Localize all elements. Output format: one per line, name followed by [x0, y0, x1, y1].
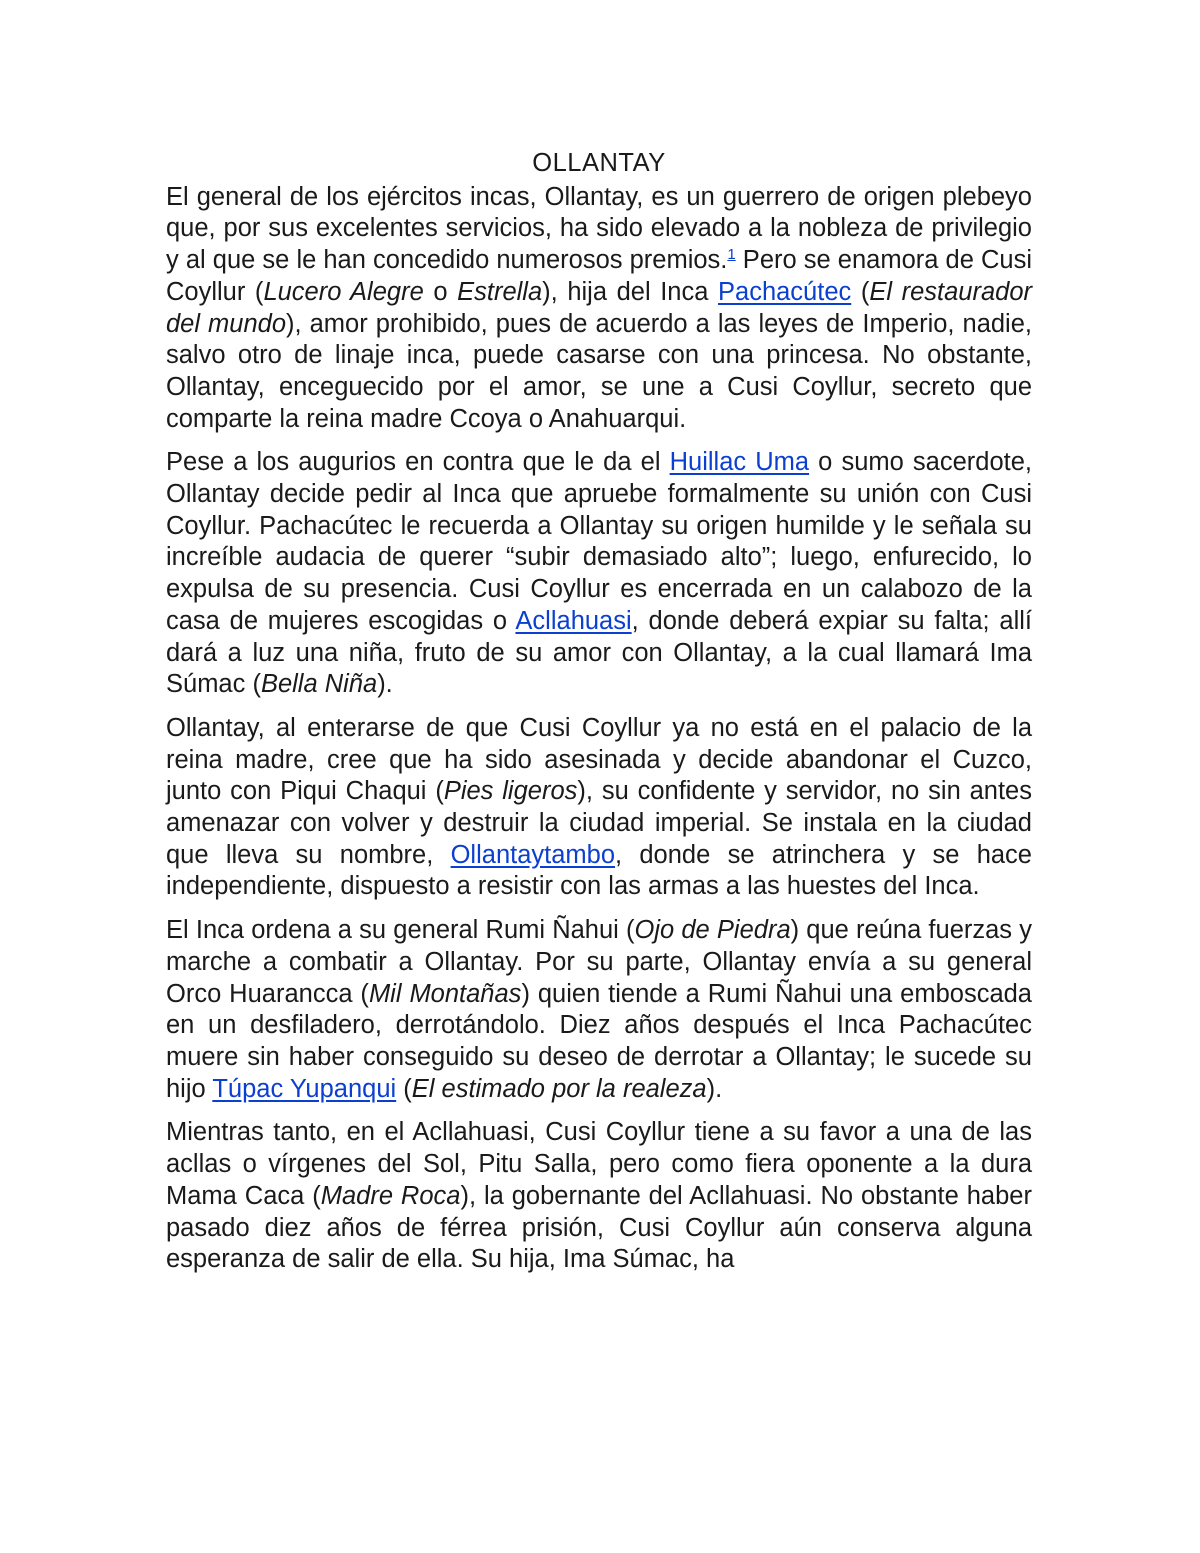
italic-text: Lucero Alegre — [263, 277, 424, 306]
text-run: o — [423, 277, 458, 306]
italic-text: Pies ligeros — [443, 777, 578, 806]
italic-text: Madre Roca — [320, 1181, 461, 1210]
text-run: Ollantay, al enterarse de que Cusi Coyllur ya no está en el palacio de la reina madre, cree que ha sido asesinada y decide abandonar el Cuzco, junto con Piqui Chaqui ( — [166, 713, 1032, 806]
paragraph-4 — [166, 915, 1032, 1105]
text-run: ) quien tiende a Rumi Ñahui una emboscada en un desfiladero, derrotándolo. Diez años después el Inca Pachacútec muere sin haber conseguido su deseo de derrotar a Ollantay; le sucede su hijo — [166, 979, 1032, 1103]
link-tupac-yupanqui[interactable]: Túpac Yupanqui — [212, 1074, 397, 1103]
link-acllahuasi[interactable]: Acllahuasi — [515, 606, 632, 635]
italic-text: Estrella — [457, 277, 543, 306]
text-run: ). — [706, 1074, 723, 1103]
text-run: ). — [377, 670, 393, 699]
text-run: , donde se atrinchera y se hace independiente, dispuesto a resistir con las armas a las huestes del Inca. — [166, 840, 1032, 901]
italic-text: El estimado por la realeza — [411, 1074, 707, 1103]
link-pachacutec[interactable]: Pachacútec — [718, 277, 852, 306]
link-huillac-uma[interactable]: Huillac Uma — [669, 448, 810, 477]
link-ollantaytambo[interactable]: Ollantaytambo — [450, 840, 616, 869]
text-run: El general de los ejércitos incas, Ollantay, es un guerrero de origen plebeyo que, por sus excelentes servicios, ha sido elevado a la nobleza de privilegio y al que se le han concedido numerosos premios. — [166, 182, 1032, 275]
paragraph-2 — [166, 447, 1032, 701]
paragraph-1 — [166, 182, 1032, 436]
text-run: ), amor prohibido, pues de acuerdo a las leyes de Imperio, nadie, salvo otro de linaje inca, puede casarse con una princesa. No obstante, Ollantay, enceguecido por el amor, se une a Cusi Coyllur, secreto que comparte la reina madre Ccoya o Anahuarqui. — [166, 309, 1032, 433]
document-title: OLLANTAY — [532, 149, 666, 177]
text-run: Mientras tanto, en el Acllahuasi, Cusi Coyllur tiene a su favor a una de las acllas o vírgenes del Sol, Pitu Salla, pero como fiera oponente a la dura Mama Caca ( — [166, 1118, 1032, 1210]
text-run: o sumo sacerdote, Ollantay decide pedir al Inca que apruebe formalmente su unión con Cusi Coyllur. Pachacútec le recuerda a Ollantay su origen humilde y le señala su increíble audacia de querer “subir demasiado alto”; luego, enfurecido, lo expulsa de su presencia. Cusi Coyllur es encerrada en un calabozo de la casa de mujeres escogidas o — [166, 448, 1032, 635]
paragraph-5 — [166, 1117, 1032, 1276]
text-run: ) que reúna fuerzas y marche a combatir a Ollantay. Por su parte, Ollantay envía a su general Orco Huarancca ( — [166, 916, 1032, 1008]
text-run: ( — [396, 1074, 412, 1103]
footnote-link[interactable]: 1 — [727, 246, 736, 264]
text-run: Pese a los augurios en contra que le da el — [166, 448, 670, 477]
text-run: , donde deberá expiar su falta; allí dará a luz una niña, fruto de su amor con Ollantay, a la cual llamará Ima Súmac ( — [166, 606, 1032, 699]
text-run: ), la gobernante del Acllahuasi. No obstante haber pasado diez años de férrea prisión, Cusi Coyllur aún conserva alguna esperanza de salir de ella. Su hija, Ima Súmac, ha — [166, 1181, 1032, 1274]
text-run: El Inca ordena a su general Rumi Ñahui ( — [166, 916, 635, 945]
paragraph-3 — [166, 713, 1032, 903]
italic-text: Mil Montañas — [368, 979, 522, 1008]
italic-text: Ojo de Piedra — [634, 916, 791, 945]
footnote-ref — [727, 246, 735, 263]
text-run: ( — [851, 277, 870, 306]
document-page — [166, 148, 1032, 1288]
text-run: ), hija del Inca — [542, 277, 718, 306]
italic-text: Bella Niña — [260, 670, 378, 699]
text-run: ), su confidente y servidor, no sin antes amenazar con volver y destruir la ciudad imperial. Se instala en la ciudad que lleva su nombre, — [166, 777, 1032, 869]
text-run: Pero se enamora de Cusi Coyllur ( — [166, 246, 1032, 306]
italic-text: El restaurador del mundo — [166, 277, 1033, 338]
